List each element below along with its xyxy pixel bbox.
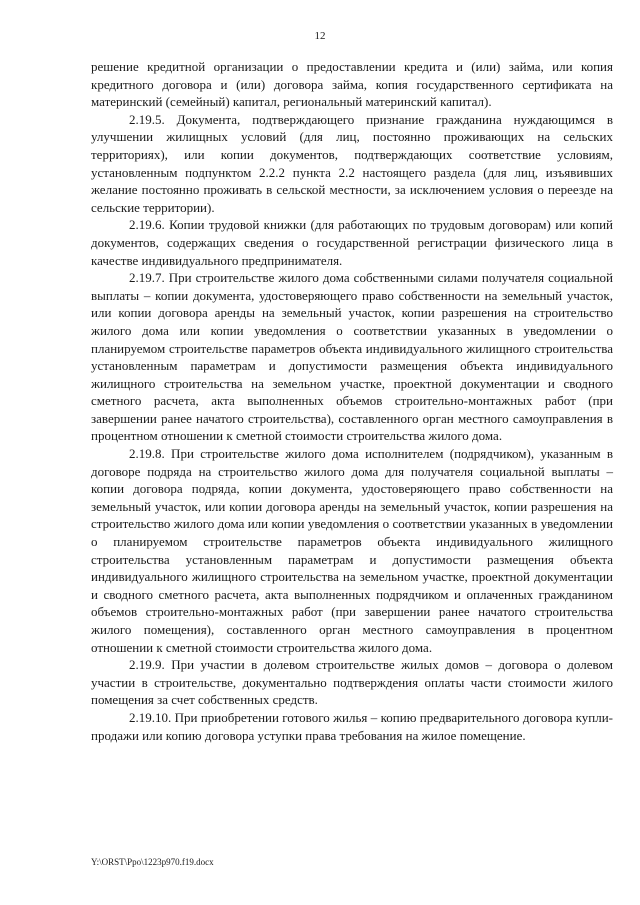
- paragraph-2-19-10: 2.19.10. При приобретении готового жилья – копию предварительного договора купли-продажи или копию договора уступки права требования на жилое помещение.: [91, 709, 613, 743]
- page-number: 12: [314, 30, 326, 42]
- paragraph-2-19-9: 2.19.9. При участии в долевом строительстве жилых домов – договора о долевом участии в строительстве, документально подтверждения оплаты части стоимости жилого помещения за счет собственных средств.: [91, 657, 613, 708]
- paragraph-2-19-8: 2.19.8. При строительстве жилого дома исполнителем (подрядчиком), указанным в договоре подряда на строительство жилого дома для получателя социальной выплаты – копии договора подряда, копии документа, удостоверяющего право собственности на земельный участок, или копии договора аренды на земельный участок, копии разрешения на строительство жилого дома или копии уведомления о соответствии указанных в уведомлении о планируемом строительстве параметров объекта индивидуального жилищного строительства установленным параметрам и допустимости размещения объекта индивидуального жилищного строительства на земельном участке, проектной документации и сводного сметного расчета, акта выполненных подрядчиком и оплаченных гражданином объемов строительно-монтажных работ (при завершении ранее начатого строительства жилого помещения), составленного орган местного самоуправления в процентном отношении к сметной стоимости строительства жилого дома.: [91, 446, 613, 655]
- paragraph-2-19-7: 2.19.7. При строительстве жилого дома собственными силами получателя социальной выплаты – копии документа, удостоверяющего право собственности на земельный участок, или копии договора аренды на земельный участок, копии разрешения на строительство жилого дома или копии уведомления о соответствии указанных в уведомлении о планируемом строительстве параметров объекта индивидуального жилищного строительства установленным параметрам и допустимости размещения объекта индивидуального жилищного строительства на земельном участке, проектной документации и сводного сметного расчета, акта выполненных объемов строительно-монтажных работ (при завершении ранее начатого строительства), составленного орган местного самоуправления в процентном отношении к сметной стоимости строительства жилого дома.: [91, 270, 613, 444]
- paragraph-2-19-6: 2.19.6. Копии трудовой книжки (для работающих по трудовым договорам) или копий документов, содержащих сведения о государственной регистрации физического лица в качестве индивидуального предпринимателя.: [91, 217, 613, 268]
- paragraph-continuation: решение кредитной организации о предоставлении кредита и (или) займа, или копия кредитного договора и (или) договора займа, копия государственного сертификата на материнский (семейный) капитал, региональный материнский капитал).: [91, 59, 613, 110]
- paragraph-2-19-5: 2.19.5. Документа, подтверждающего признание гражданина нуждающимся в улучшении жилищных условий (для лиц, постоянно проживающих на сельских территориях), или копии документов, подтверждающих соответствие условиям, установленным подпунктом 2.2.2 пункта 2.2 настоящего раздела (для лиц, изъявивших желание постоянно проживать в сельской местности, за исключением условия о переезде на сельские территории).: [91, 111, 613, 215]
- document-body: [91, 58, 613, 744]
- footer-file-path: Y:\ORST\Ppo\1223p970.f19.docx: [91, 857, 214, 867]
